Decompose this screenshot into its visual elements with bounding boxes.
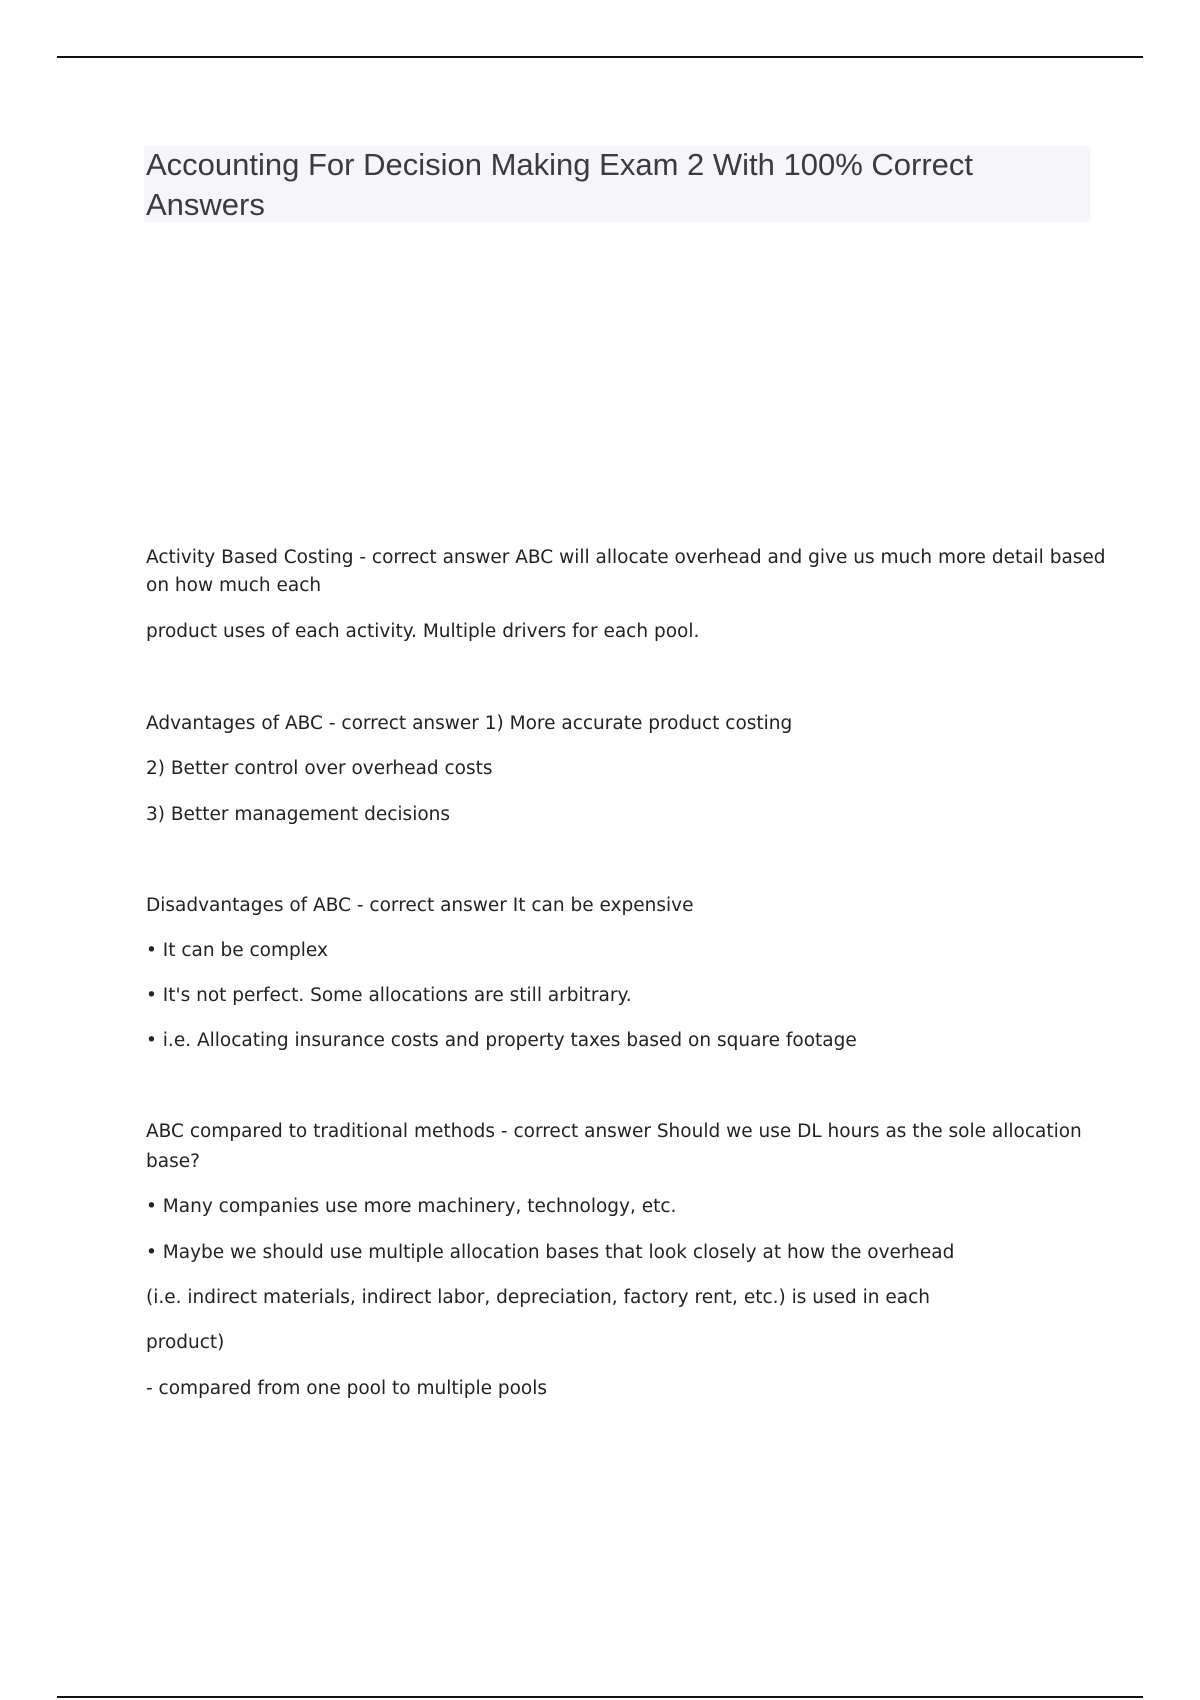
answer-line: • i.e. Allocating insurance costs and property taxes based on square footage bbox=[146, 1030, 857, 1051]
answer-line: • Many companies use more machinery, technology, etc. bbox=[146, 1196, 677, 1217]
answer-line: product uses of each activity. Multiple drivers for each pool. bbox=[146, 621, 700, 642]
answer-line: Disadvantages of ABC - correct answer It can be expensive bbox=[146, 895, 694, 916]
answer-line: • It's not perfect. Some allocations are still arbitrary. bbox=[146, 985, 632, 1006]
top-rule bbox=[57, 56, 1143, 58]
answer-line: • Maybe we should use multiple allocation bases that look closely at how the overhead bbox=[146, 1242, 955, 1263]
answer-line: on how much each bbox=[146, 575, 322, 596]
answer-line: base? bbox=[146, 1151, 200, 1172]
answer-line: ABC compared to traditional methods - correct answer Should we use DL hours as the sole allocation bbox=[146, 1121, 1082, 1142]
answer-line: 3) Better management decisions bbox=[146, 804, 451, 825]
answer-line: • It can be complex bbox=[146, 940, 328, 961]
answer-line: Activity Based Costing - correct answer ABC will allocate overhead and give us much more detail based bbox=[146, 547, 1106, 568]
answer-line: 2) Better control over overhead costs bbox=[146, 758, 493, 779]
answer-line: (i.e. indirect materials, indirect labor, depreciation, factory rent, etc.) is used in each bbox=[146, 1287, 930, 1308]
answer-line: - compared from one pool to multiple pools bbox=[146, 1378, 548, 1399]
answer-line: Advantages of ABC - correct answer 1) More accurate product costing bbox=[146, 713, 793, 734]
bottom-rule bbox=[57, 1696, 1143, 1698]
answer-line: product) bbox=[146, 1332, 225, 1353]
document-title: Accounting For Decision Making Exam 2 With 100% Correct Answers bbox=[146, 147, 973, 222]
